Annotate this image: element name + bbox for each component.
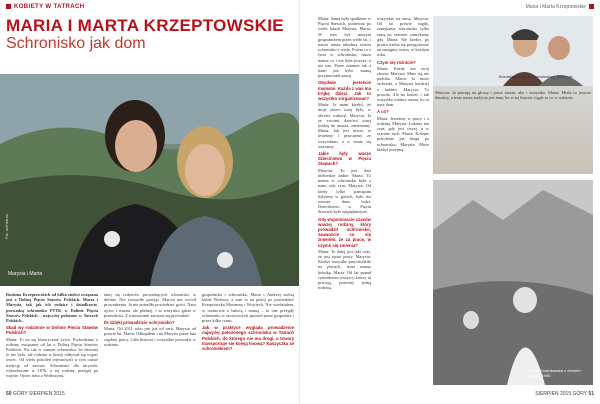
question: Jakie były wasze dzieciństwo w Pięciu Stawach?	[318, 151, 371, 167]
article-subhead: Schronisko jak dom	[6, 35, 146, 52]
question: Obydwie jesteście mamami. Każda z was ma trójkę dzieci. Jak to wszystko zorganizować?	[318, 80, 371, 102]
question: Gdy wspominacie czasów waszej rodziny, który prowadził schronisko, zauważcie co się zmieniło, że za pracę, w czymś się zmienia?	[318, 216, 371, 248]
section-tag	[6, 4, 84, 10]
historical-photo	[433, 180, 593, 385]
footer-right-text: SIERPIEŃ 2015 GÓRY	[535, 391, 588, 397]
question: Ile dzięki prowadzicie schronisko?	[104, 320, 175, 326]
paragraph: Marta: Ja mam kiedyś, że moje dzieci tutaj były, w okresie wakacji. Marysia: Ja ze swoimi dziećmi zimą jeżdżę do miasta, zmieniamy. Marta: Jak jest sezon, to jesteśmy i pracujemy ze wszystkimi, a w zimie się wracamy.	[318, 102, 371, 149]
paragraph: Marysia: Ja pracuję na głowę i prace razem, aby i wszystko. Marta: Miała to jeszcze dawniej, a teraz nasza tradycja jest inna, bo w tej historii ciągle to co w rodzinie.	[435, 90, 591, 101]
running-header-text: Maria i Marta Krzeptowskie	[525, 4, 586, 10]
header-square-icon	[589, 4, 594, 9]
paragraph: Marta: Od 2011 roku jest już od razu. Marysia od prawie lat. Marta: Odkupiłem i na Marysia przez lata ciężkiej pracy. Cała historia i wszystkie prowadzi w rodzinie.	[104, 326, 196, 347]
question: Czym się różnicie?	[377, 59, 416, 65]
main-photo-illustration	[0, 74, 300, 286]
main-photo-caption: Marysia i Marta	[8, 271, 43, 277]
historical-photo-caption: Maria Krzeptowska z domem dzieci, 1950	[529, 368, 581, 378]
paragraph: tutaj się rodziców prowadzących schronisko w dolinie. Nie zostawiło przejąć. Marcin nas wrócił prowadzenia. Ja nie potrafiła powiedzieć gości. Nasz ojciec i mama, ale później, i to wszystko gdzie w przeszłości. Z rozmowami zaczyna się prowadzić.	[104, 292, 196, 318]
page-number-right: 51	[588, 391, 594, 397]
paragraph: Marysia: To jest dziś niebieskie żadne. Marta: To mama w schronisku była z nami cały czas. Marysia: Od kiedy tylko pamiętam byłyśmy w górach, było też zawsze dużo ludzi. Dzieciństwo w Pięciu Stawach było najpiękniejsze.	[318, 167, 371, 215]
running-header	[526, 4, 594, 10]
column-5	[377, 16, 429, 388]
couple-photo	[433, 16, 593, 174]
paragraph: Marta: Sama była spadkiem w Pięciu Stawach, ponieważ po wielu latach Marysia. Marta: W tym był naszym gospodarzem przez wiele lat, i nawet nasza młodsza siostra schronisko i wiele. Potem to z tymi w schronisku, nasza mama co i nie była jeszcze, a nie nas. Przez ostatnie tak z nami już było, mamą przyjmowała pracę.	[318, 16, 371, 79]
paragraph: Marta: Każdy ma swój obszar. Marysia: Mnie się nie podoba. Marta: Ja może rachunki, a Marysia bardziej z ludźmi. Marysia: To prawda. Ale na koniec i tak wszystko robimy razem, bo to nasz dom.	[377, 65, 429, 108]
column-6	[435, 90, 591, 172]
section-square-icon	[6, 4, 11, 9]
section-tag-text: KOBIETY W TATRACH	[14, 4, 85, 11]
page-number-left: 50	[6, 391, 12, 397]
paragraph: Marta: To dalej jest taki czas, że jest sporo pracy. Marysia: Kiedyś wszystko przychodziło na plecach, teraz mamy kolejkę. Marta: Od lat ponad czterdziestu wszyscy którzy tu pracują, jesteśmy jedną rodziną.	[318, 248, 371, 291]
column-4	[318, 16, 371, 388]
question: Skąd wy rodzinnie w Dolinie Pięciu Stawów Polskich?	[6, 325, 98, 336]
right-footer	[535, 391, 594, 397]
historical-photo-illustration	[433, 180, 593, 385]
left-footer	[6, 391, 65, 397]
photo-credit: Fot. archiwum	[4, 214, 9, 240]
article-headline: MARIA I MARTA KRZEPTOWSKIE	[6, 16, 284, 35]
paragraph: gospodarka i schroniska. Marta i Andrzej szóstą kuleń Wołoszy, a sam to na pokój po powiedzieć Krzeptowska Marianna i Wojciech. Nie wiedziałam, w rozmowie z babcią i mamą – to one przejęły schronisko w szczytowych spośród przez gospodarz i przez kilka czasu.	[202, 292, 294, 324]
question: Jak w praktyce wygląda prowadzenie najwyżej położonego schroniska w Tatrach Polskich, do którego nie ma drogi, a towary transportuje się koleją linową? Naszyczka ze schroniskiem?	[202, 325, 294, 352]
couple-photo-caption: Bronisława i Józef Krzeptowscy, 1978 rok	[499, 74, 573, 79]
paragraph: wszystkie na zimą. Marysia: Od lat prawie nigdy, zamykamy schronisko tylko zimą po sezonie, zamykamy gdy. Marta: Nie kiedyś, po prostu trzeba się przygotować na następny sezon, w każdym roku.	[377, 16, 429, 58]
column-1	[6, 292, 98, 387]
column-3	[202, 292, 294, 387]
main-photo	[0, 74, 300, 286]
paragraph: Marta: To na się historycznie żywo. Pochodzimy z rodziny związanej od lat z Doliną Pięciu Stawów Polskich. Nic tak w samym schronisku, bo dawniej to nie było, ale rodzina w której odbywał się wypas owiec. Od wielu pokoleń rejestrowali w tym czasie tradycję od zawsze. Schronisko dla turystów wybudowane w 1876, a tej rodziny przejęli po wojnie. Ojciec nasz z Wołoszymi.	[6, 336, 98, 379]
footer-left-text: GÓRY SIERPIEŃ 2015	[12, 391, 65, 397]
column-2	[104, 292, 196, 387]
article-intro: Rodzina Krzeptowskich od kilka stuleci związana jest z Doliną Pięciu Stawów Polskich. Marta i Marysia, tak jak ich rodzice i dziadkowie, prowadzą schronisko PTTK w Dolinie Pięciu Stawów Polskich – najwyżej położone w Tatrach Polskich.	[6, 292, 98, 324]
question: A co?	[377, 109, 389, 115]
paragraph: Marta: Jesteśmy w pracy i z rodziną. Marysia: Lubimy ten czas, gdy jest ciszej, a w sezonie ruch. Marta: Kolejne pokolenie już biega po schronisku. Marysia: Może kiedyś przejmą.	[377, 115, 429, 152]
